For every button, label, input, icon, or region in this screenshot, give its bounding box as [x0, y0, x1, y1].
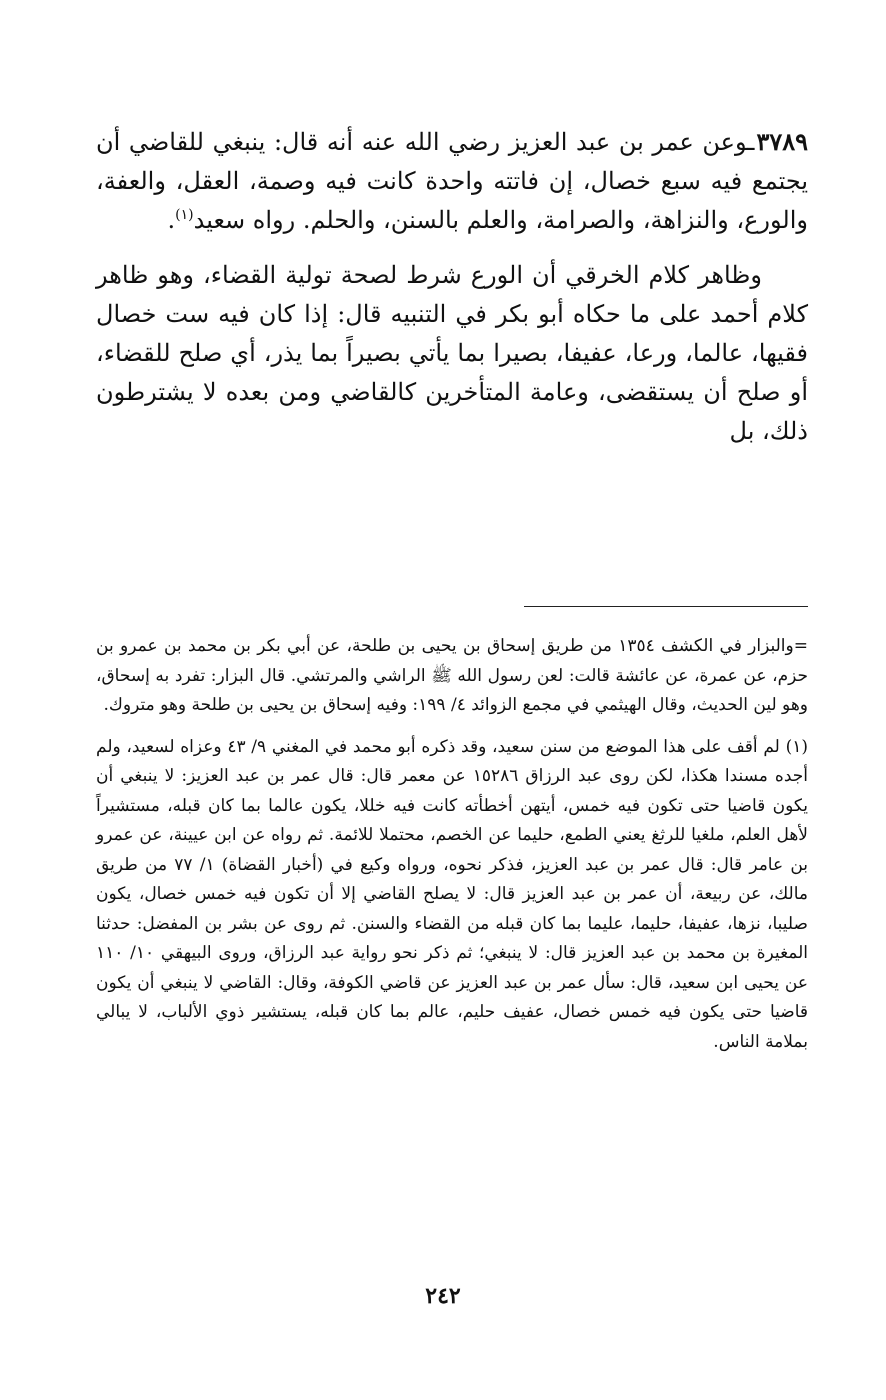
entry-dash: ـ: [747, 128, 755, 156]
footnote-separator: [524, 606, 808, 607]
footnote-reference[interactable]: (١): [175, 207, 194, 223]
entry-number: ٣٧٨٩: [756, 127, 808, 156]
footnotes-section: [96, 632, 808, 1057]
entry-text: وعن عمر بن عبد العزيز رضي الله عنه أنه قال: ينبغي للقاضي أن يجتمع فيه سبع خصال، إن فاتته واحدة كانت فيه وصمة، العقل، والعفة، والورع، والنزاهة، والصرامة، والعلم بالسنن، والحلم. رواه سعيد: [96, 128, 808, 234]
footnote-1: (١) لم أقف على هذا الموضع من سنن سعيد، وقد ذكره أبو محمد في المغني ٩/ ٤٣ وعزاه لسعيد، ولم أجده مسندا هكذا، لكن روى عبد الرزاق ١٥٢٨٦ عن معمر قال: قال عمر بن عبد العزيز: لا ينبغي أن يكون قاضيا حتى تكون فيه خمس، أيتهن أخطأته كانت فيه خللا، يكون عالما بما كان قبله، مستشيراً لأهل العلم، ملغيا للرثغ يعني الطمع، حليما عن الخصم، محتملا للائمة. ثم رواه عن ابن عيينة، عن عمرو بن عامر قال: قال عمر بن عبد العزيز، فذكر نحوه، ورواه وكيع في (أخبار القضاة) ١/ ٧٧ من طريق مالك، عن ربيعة، أن عمر بن عبد العزيز قال: لا يصلح القاضي إلا أن تكون فيه خمس خصال، يكون صليبا، نزها، عفيفا، حليما، عليما بما كان قبله من القضاء والسنن. ثم روى عن بشر بن المفضل: حدثنا المغيرة بن محمد بن عبد العزيز قال: لا ينبغي؛ ثم ذكر نحو رواية عبد الرزاق، وروى البيهقي ١٠/ ١١٠ عن يحيى ابن سعيد، قال: سأل عمر بن عبد العزيز عن قاضي الكوفة، وقال: القاضي لا ينبغي أن يكون قاضيا حتى يكون فيه خمس خصال، عفيف حليم، عالم بما كان قبله، يستشير ذوي الألباب، لا يبالي بملامة الناس.: [96, 736, 808, 1052]
entry-end-mark: .: [167, 206, 176, 234]
footnote-continued: =والبزار في الكشف ١٣٥٤ من طريق إسحاق بن يحيى بن طلحة، عن أبي بكر بن محمد بن عمرو بن حزم، عن عمرة، عن عائشة قالت: لعن رسول الله ﷺ الراشي والمرتشي. قال البزار: تفرد به إسحاق، وهو لين الحديث، وقال الهيثمي في مجمع الزوائد ٤/ ١٩٩: وفيه إسحاق بن يحيى بن طلحة وهو متروك.: [96, 636, 808, 715]
page-number: ٢٤٢: [425, 1283, 461, 1309]
commentary-paragraph: [96, 256, 808, 451]
commentary-text: وظاهر كلام الخرقي أن الورع شرط لصحة تولية القضاء، وهو ظاهر كلام أحمد على ما حكاه أبو بكر في التنبيه قال: إذا كان فيه ست خصال فقيها، عالما، ورعا، عفيفا، بصيرا بما يأتي بصيراً بما يذر، أي صلح للقضاء، أو صلح أن يستقضى، وعامة المتأخرين كالقاضي ومن بعده لا يشترطون ذلك، بل: [96, 261, 808, 445]
main-text: [96, 122, 808, 451]
entry-paragraph: [96, 122, 808, 240]
